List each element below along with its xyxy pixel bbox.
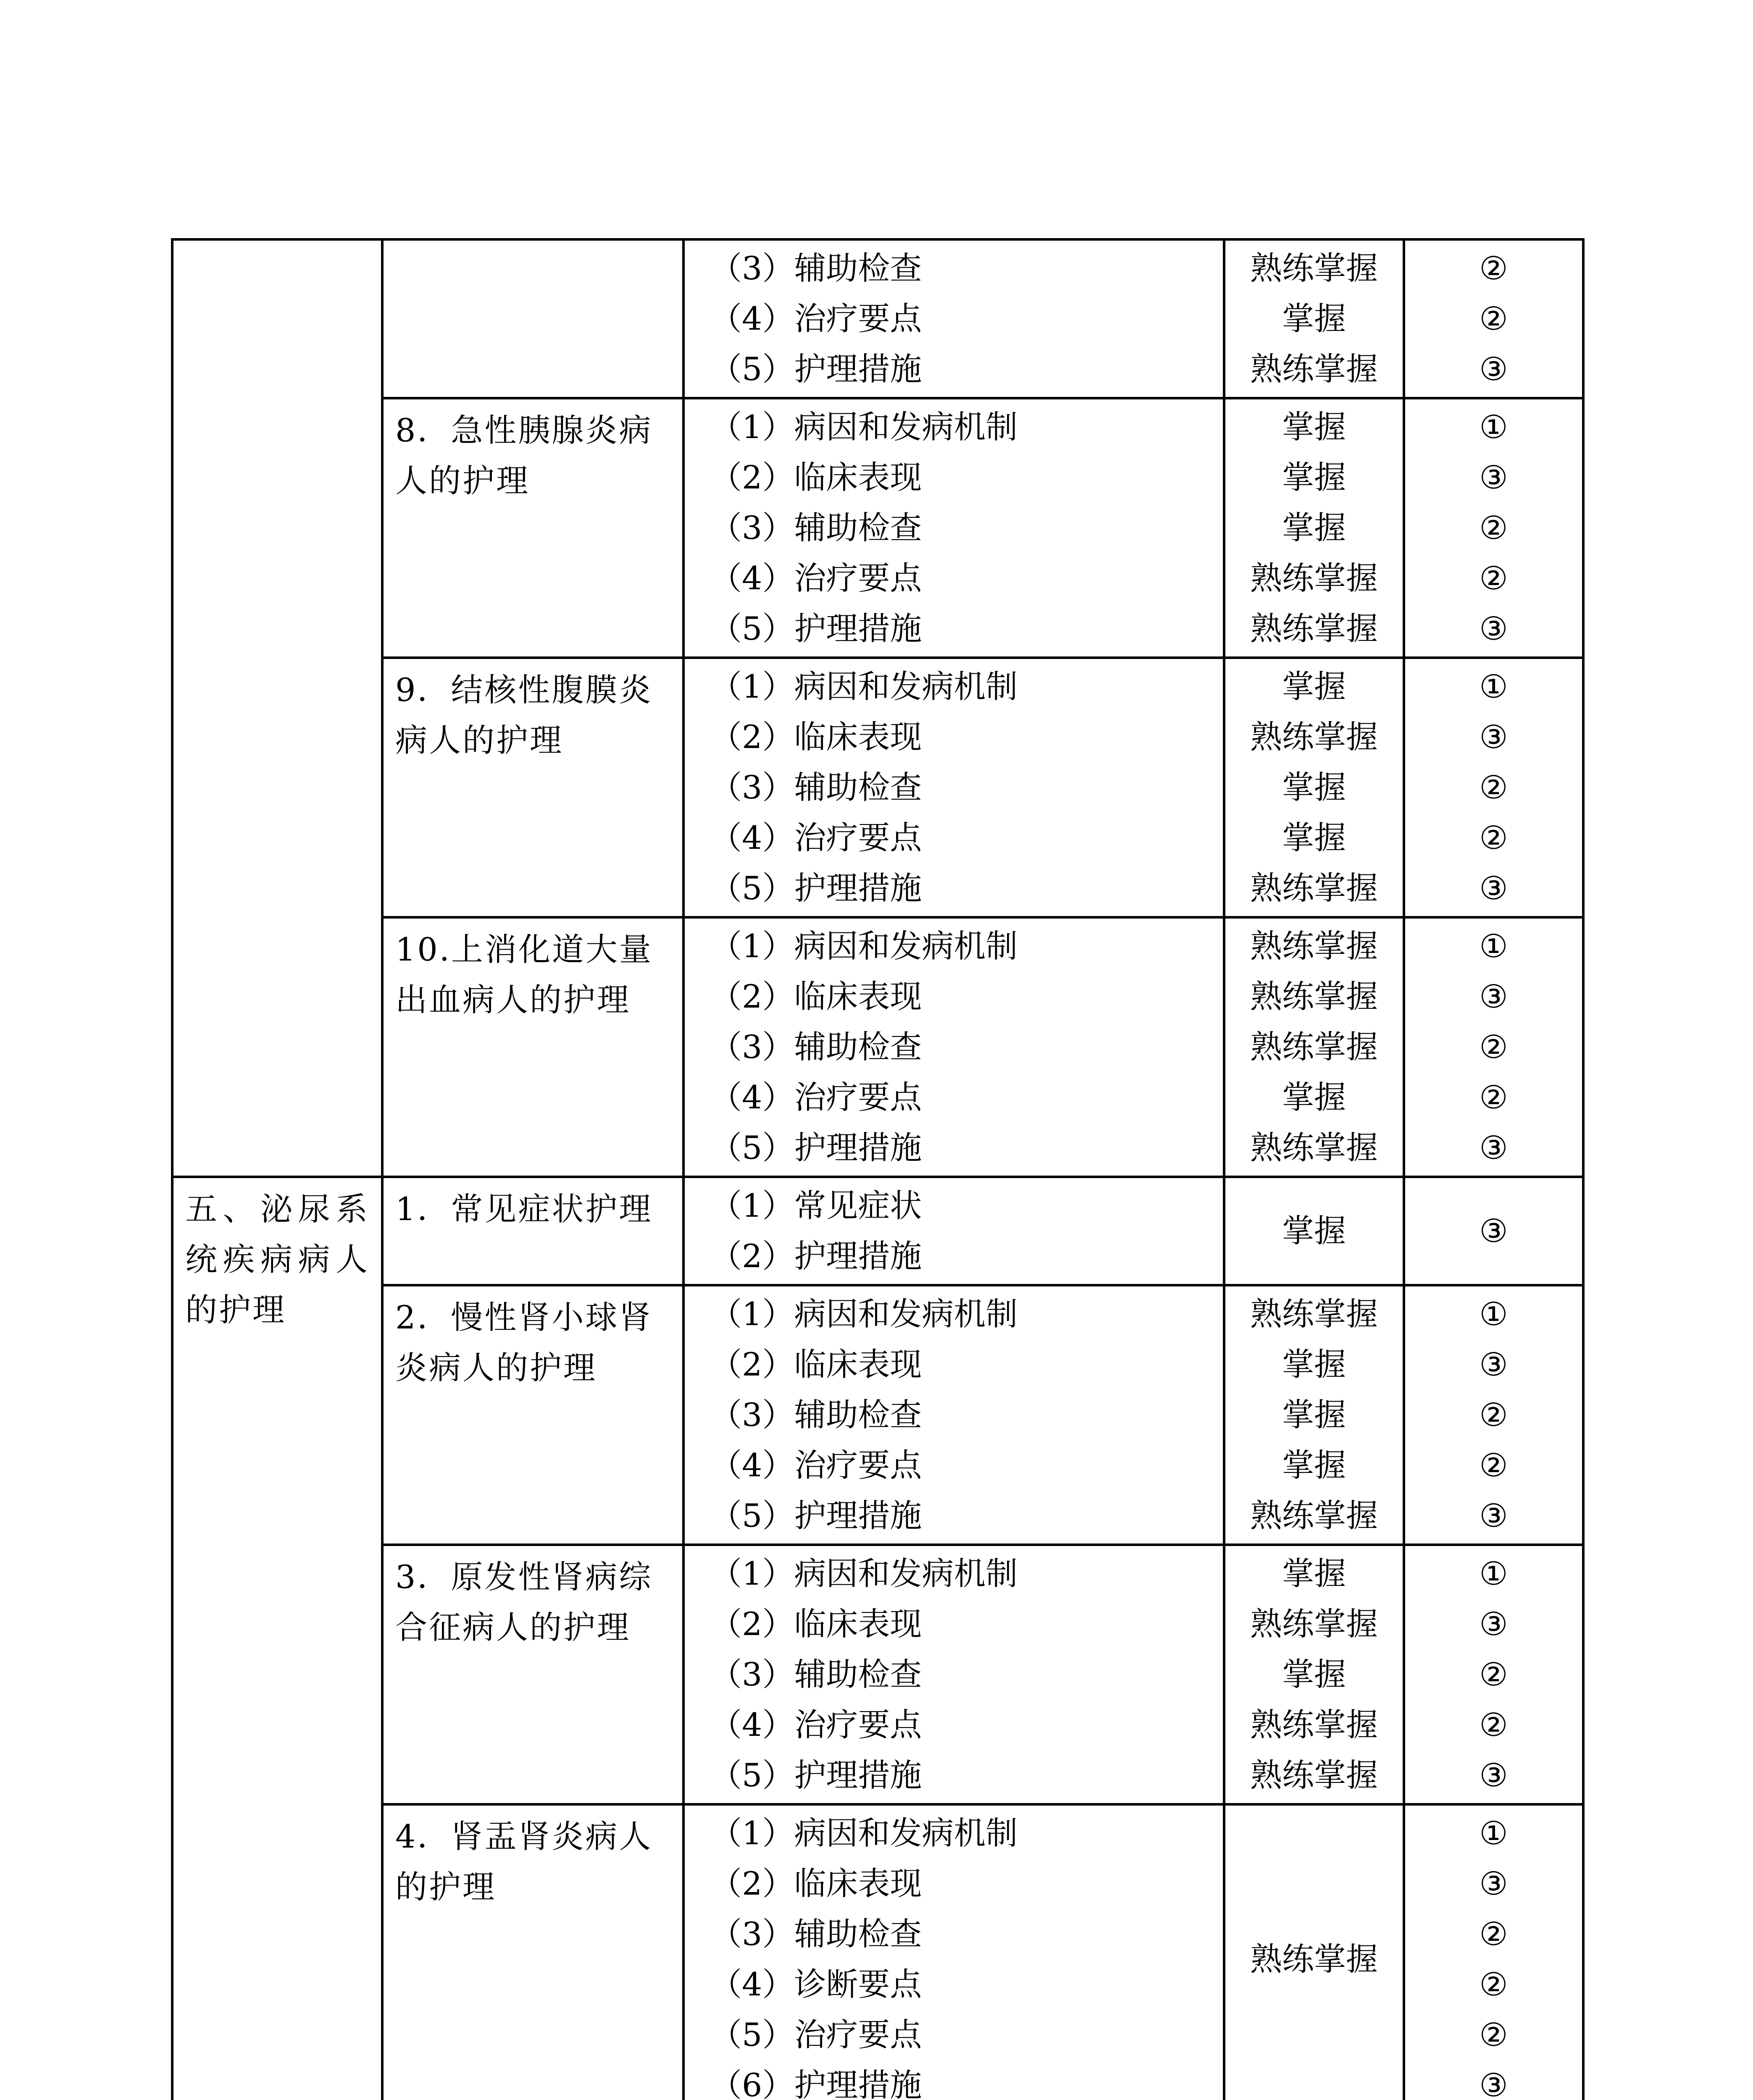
category-value: ③ bbox=[1479, 718, 1508, 756]
content-item: （3）辅助检查 bbox=[710, 509, 922, 546]
content-item: （1）病因和发病机制 bbox=[710, 927, 1018, 965]
topic-cell bbox=[382, 1545, 683, 1804]
category-value: ③ bbox=[1479, 2066, 1508, 2100]
category-cell bbox=[1404, 658, 1583, 917]
topic-cell bbox=[382, 1804, 683, 2100]
category-value: ② bbox=[1479, 769, 1508, 806]
content-cell bbox=[683, 1804, 1224, 2100]
category-value: ③ bbox=[1479, 1865, 1508, 1902]
content-cell bbox=[683, 1285, 1224, 1545]
content-item: （3）辅助检查 bbox=[710, 769, 922, 806]
category-cell bbox=[1404, 1285, 1583, 1545]
category-value: ② bbox=[1479, 249, 1508, 287]
unit-cell bbox=[172, 1177, 382, 2100]
content-item: （1）病因和发病机制 bbox=[710, 1555, 1018, 1592]
content-cell bbox=[683, 917, 1224, 1177]
content-item: （3）辅助检查 bbox=[710, 1915, 922, 1953]
level-value: 掌握 bbox=[1282, 1396, 1346, 1433]
level-value: 掌握 bbox=[1282, 769, 1346, 806]
category-cell bbox=[1404, 239, 1583, 398]
level-value: 掌握 bbox=[1282, 668, 1346, 705]
category-value: ① bbox=[1479, 927, 1508, 965]
category-value: ③ bbox=[1479, 978, 1508, 1015]
category-cell bbox=[1404, 1804, 1583, 2100]
category-value: ② bbox=[1479, 1446, 1508, 1484]
category-value: ③ bbox=[1479, 350, 1508, 388]
level-cell bbox=[1224, 239, 1404, 398]
content-item: （2）临床表现 bbox=[710, 459, 922, 496]
content-item: （4）治疗要点 bbox=[710, 559, 922, 597]
level-cell bbox=[1224, 1285, 1404, 1545]
level-value: 熟练掌握 bbox=[1250, 869, 1378, 907]
category-value: ③ bbox=[1479, 1346, 1508, 1383]
content-item: （2）临床表现 bbox=[710, 1605, 922, 1643]
level-value: 熟练掌握 bbox=[1250, 927, 1378, 965]
topic-cell bbox=[382, 398, 683, 658]
level-value: 熟练掌握 bbox=[1250, 1605, 1378, 1643]
content-item: （2）护理措施 bbox=[710, 1237, 922, 1275]
level-cell bbox=[1224, 1177, 1404, 1285]
category-value: ③ bbox=[1479, 610, 1508, 647]
content-item: （4）治疗要点 bbox=[710, 1706, 922, 1743]
level-value: 掌握 bbox=[1282, 408, 1346, 446]
content-item: （4）治疗要点 bbox=[710, 300, 922, 337]
content-item: （1）病因和发病机制 bbox=[710, 668, 1018, 705]
topic-label: 2．慢性肾小球肾炎病人的护理 bbox=[395, 1299, 653, 1386]
category-value: ③ bbox=[1479, 1129, 1508, 1166]
content-item: （2）临床表现 bbox=[710, 1346, 922, 1383]
level-value: 熟练掌握 bbox=[1250, 610, 1378, 647]
category-value: ② bbox=[1479, 509, 1508, 546]
category-cell bbox=[1404, 1177, 1583, 1285]
category-value: ② bbox=[1479, 819, 1508, 856]
category-value: ② bbox=[1479, 1966, 1508, 2003]
level-value: 熟练掌握 bbox=[1250, 1497, 1378, 1534]
content-item: （5）护理措施 bbox=[710, 610, 922, 647]
level-value: 熟练掌握 bbox=[1250, 978, 1378, 1015]
category-value: ① bbox=[1479, 1814, 1508, 1852]
content-item: （1）病因和发病机制 bbox=[710, 1814, 1018, 1852]
topic-label: 9．结核性腹膜炎病人的护理 bbox=[395, 671, 653, 759]
level-value: 熟练掌握 bbox=[1250, 350, 1378, 388]
level-value: 掌握 bbox=[1282, 1212, 1346, 1250]
level-value: 掌握 bbox=[1282, 1346, 1346, 1383]
category-value: ① bbox=[1479, 408, 1508, 446]
content-item: （4）治疗要点 bbox=[710, 819, 922, 856]
category-value: ③ bbox=[1479, 1605, 1508, 1643]
level-value: 掌握 bbox=[1282, 459, 1346, 496]
level-cell bbox=[1224, 1804, 1404, 2100]
topic-cell bbox=[382, 1285, 683, 1545]
level-value: 熟练掌握 bbox=[1250, 718, 1378, 756]
content-cell bbox=[683, 239, 1224, 398]
level-value: 熟练掌握 bbox=[1250, 1940, 1378, 1978]
category-cell bbox=[1404, 398, 1583, 658]
content-item: （6）护理措施 bbox=[710, 2066, 922, 2100]
content-item: （4）诊断要点 bbox=[710, 1966, 922, 2003]
content-cell bbox=[683, 1177, 1224, 1285]
unit-label: 五、泌尿系统疾病病人的护理 bbox=[185, 1190, 369, 1328]
content-item: （2）临床表现 bbox=[710, 718, 922, 756]
content-item: （5）护理措施 bbox=[710, 1497, 922, 1534]
content-item: （3）辅助检查 bbox=[710, 1396, 922, 1433]
category-value: ① bbox=[1479, 1295, 1508, 1333]
category-value: ③ bbox=[1479, 459, 1508, 496]
category-value: ② bbox=[1479, 2016, 1508, 2053]
content-item: （4）治疗要点 bbox=[710, 1446, 922, 1484]
level-value: 熟练掌握 bbox=[1250, 1706, 1378, 1743]
level-value: 熟练掌握 bbox=[1250, 1129, 1378, 1166]
category-value: ② bbox=[1479, 1706, 1508, 1743]
level-value: 熟练掌握 bbox=[1250, 1028, 1378, 1066]
content-item: （1）病因和发病机制 bbox=[710, 408, 1018, 446]
level-value: 熟练掌握 bbox=[1250, 249, 1378, 287]
category-value: ② bbox=[1479, 1028, 1508, 1066]
category-value: ② bbox=[1479, 1396, 1508, 1433]
content-item: （3）辅助检查 bbox=[710, 249, 922, 287]
content-item: （2）临床表现 bbox=[710, 978, 922, 1015]
content-item: （5）护理措施 bbox=[710, 869, 922, 907]
category-value: ② bbox=[1479, 1656, 1508, 1693]
category-cell bbox=[1404, 917, 1583, 1177]
content-cell bbox=[683, 658, 1224, 917]
content-cell bbox=[683, 1545, 1224, 1804]
topic-label: 8．急性胰腺炎病人的护理 bbox=[395, 412, 653, 499]
topic-label: 4．肾盂肾炎病人的护理 bbox=[395, 1818, 653, 1906]
content-cell bbox=[683, 398, 1224, 658]
level-value: 熟练掌握 bbox=[1250, 559, 1378, 597]
topic-label: 1．常见症状护理 bbox=[395, 1190, 653, 1228]
topic-label: 3．原发性肾病综合征病人的护理 bbox=[395, 1558, 653, 1646]
content-item: （1）病因和发病机制 bbox=[710, 1295, 1018, 1333]
category-cell bbox=[1404, 1545, 1583, 1804]
category-value: ③ bbox=[1479, 1756, 1508, 1794]
category-value: ③ bbox=[1479, 869, 1508, 907]
level-cell bbox=[1224, 658, 1404, 917]
content-item: （4）治疗要点 bbox=[710, 1079, 922, 1116]
content-item: （5）护理措施 bbox=[710, 1129, 922, 1166]
category-value: ③ bbox=[1479, 1212, 1508, 1250]
topic-cell bbox=[382, 658, 683, 917]
level-value: 掌握 bbox=[1282, 819, 1346, 856]
category-value: ① bbox=[1479, 668, 1508, 705]
level-cell bbox=[1224, 917, 1404, 1177]
category-value: ② bbox=[1479, 300, 1508, 337]
topic-label: 10.上消化道大量出血病人的护理 bbox=[395, 931, 653, 1018]
level-value: 掌握 bbox=[1282, 1446, 1346, 1484]
content-item: （5）护理措施 bbox=[710, 350, 922, 388]
level-cell bbox=[1224, 1545, 1404, 1804]
level-value: 掌握 bbox=[1282, 300, 1346, 337]
topic-cell bbox=[382, 239, 683, 398]
syllabus-table bbox=[171, 238, 1585, 2100]
content-item: （1）常见症状 bbox=[710, 1187, 922, 1224]
level-cell bbox=[1224, 398, 1404, 658]
content-item: （5）治疗要点 bbox=[710, 2016, 922, 2053]
level-value: 掌握 bbox=[1282, 1555, 1346, 1592]
category-value: ② bbox=[1479, 1079, 1508, 1116]
category-value: ① bbox=[1479, 1555, 1508, 1592]
topic-cell bbox=[382, 917, 683, 1177]
level-value: 掌握 bbox=[1282, 1079, 1346, 1116]
category-value: ② bbox=[1479, 1915, 1508, 1953]
level-value: 熟练掌握 bbox=[1250, 1295, 1378, 1333]
category-value: ③ bbox=[1479, 1497, 1508, 1534]
topic-cell bbox=[382, 1177, 683, 1285]
level-value: 掌握 bbox=[1282, 509, 1346, 546]
category-value: ② bbox=[1479, 559, 1508, 597]
content-item: （3）辅助检查 bbox=[710, 1028, 922, 1066]
content-item: （3）辅助检查 bbox=[710, 1656, 922, 1693]
content-item: （5）护理措施 bbox=[710, 1756, 922, 1794]
content-item: （2）临床表现 bbox=[710, 1865, 922, 1902]
level-value: 熟练掌握 bbox=[1250, 1756, 1378, 1794]
unit-cell bbox=[172, 239, 382, 1177]
level-value: 掌握 bbox=[1282, 1656, 1346, 1693]
